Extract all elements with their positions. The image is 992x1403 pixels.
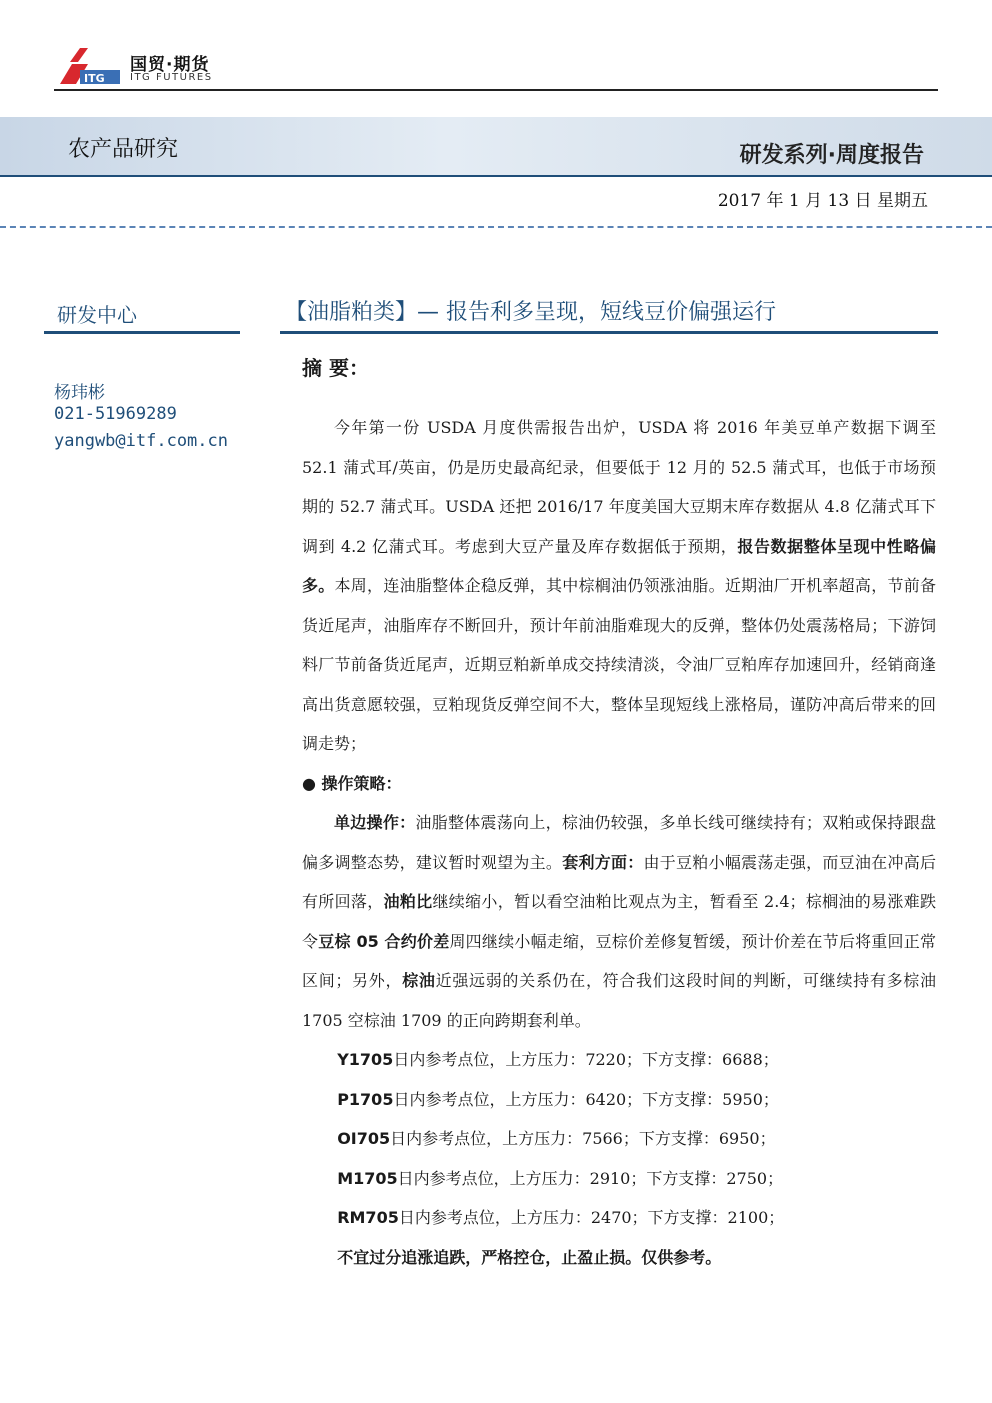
level-line: Y1705日内参考点位，上方压力：7220；下方支撑：6688； [337, 1050, 779, 1069]
analyst-name: 杨玮彬 [54, 383, 105, 403]
single-side-label: 单边操作： [334, 813, 416, 832]
report-body [302, 408, 936, 1277]
strategy-paragraph: 单边操作：油脂整体震荡向上，棕油仍较强，多单长线可继续持有；双粕或保持跟盘偏多调整态势，建议暂时观望为主。套利方面：由于豆粕小幅震荡走强，而豆油在冲高后有所回落，油粕比继续缩小，暂以看空油粕比观点为主，暂看至 2.4；棕榈油的易涨难跌令豆棕 05 合约价差周四继续小幅走缩，豆棕价差修复暂缓，预计价差在节后将重回正常区间；另外，棕油近强远弱的关系仍在，符合我们这段时间的判断，可继续持有多棕油 1705 空棕油 1709 的正向跨期套利单。 [302, 813, 936, 1030]
strategy-heading: ● 操作策略： [302, 773, 402, 793]
analyst-phone: 021-51969289 [54, 404, 177, 424]
svg-text:ITG: ITG [84, 72, 105, 85]
report-title: 【油脂粕类】— 报告利多呈现，短线豆价偏强运行 [285, 300, 776, 325]
itg-logo-icon [58, 48, 128, 88]
analyst-email[interactable]: yangwb@itf.com.cn [54, 431, 228, 451]
department-divider [44, 331, 240, 334]
summary-paragraph: 今年第一份 USDA 月度供需报告出炉，USDA 将 2016 年美豆单产数据下调至 52.1 蒲式耳/英亩，仍是历史最高纪录，但要低于 12 月的 52.5 蒲式耳，也低于市场预期的 52.7 蒲式耳。USDA 还把 2016/17 年度美国大豆期末库存数据从 4.8 亿蒲式耳下调到 4.2 亿蒲式耳。考虑到大豆产量及库存数据低于预期，报告数据整体呈现中性略偏多。本周，连油脂整体企稳反弹，其中棕榈油仍领涨油脂。近期油厂开机率超高，节前备货近尾声，油脂库存不断回升，预计年前油脂难现大的反弹，整体仍处震荡格局；下游饲料厂节前备货近尾声，近期豆粕新单成交持续清淡，令油厂豆粕库存加速回升，经销商逢高出货意愿较强，豆粕现货反弹空间不大，整体呈现短线上涨格局，谨防冲高后带来的回调走势； [302, 418, 936, 753]
arbitrage-label: 套利方面： [562, 852, 644, 872]
summary-conclusion: 报告数据整体呈现中性略偏多。 [302, 536, 936, 595]
dashed-divider [0, 226, 992, 228]
level-line: P1705日内参考点位，上方压力：6420；下方支撑：5950； [337, 1089, 779, 1109]
disclaimer: 不宜过分追涨追跌，严格控仓，止盈止损。仅供参考。 [337, 1247, 722, 1267]
banner-divider [0, 175, 992, 177]
report-date: 2017 年 1 月 13 日 星期五 [717, 191, 928, 211]
abstract-heading: 摘 要： [302, 356, 369, 380]
department-heading: 研发中心 [57, 303, 137, 327]
title-divider [280, 331, 938, 334]
company-name-cn: 国贸·期货 [130, 55, 210, 75]
level-line: RM705日内参考点位，上方压力：2470；下方支撑：2100； [337, 1208, 785, 1227]
header-divider [54, 89, 938, 91]
company-logo [58, 48, 238, 88]
report-series: 研发系列·周度报告 [739, 143, 924, 168]
report-category: 农产品研究 [68, 137, 179, 162]
level-line: OI705日内参考点位，上方压力：7566；下方支撑：6950； [337, 1129, 776, 1148]
company-name-en: ITG FUTURES [130, 72, 213, 83]
level-line: M1705日内参考点位，上方压力：2910；下方支撑：2750； [337, 1168, 784, 1188]
